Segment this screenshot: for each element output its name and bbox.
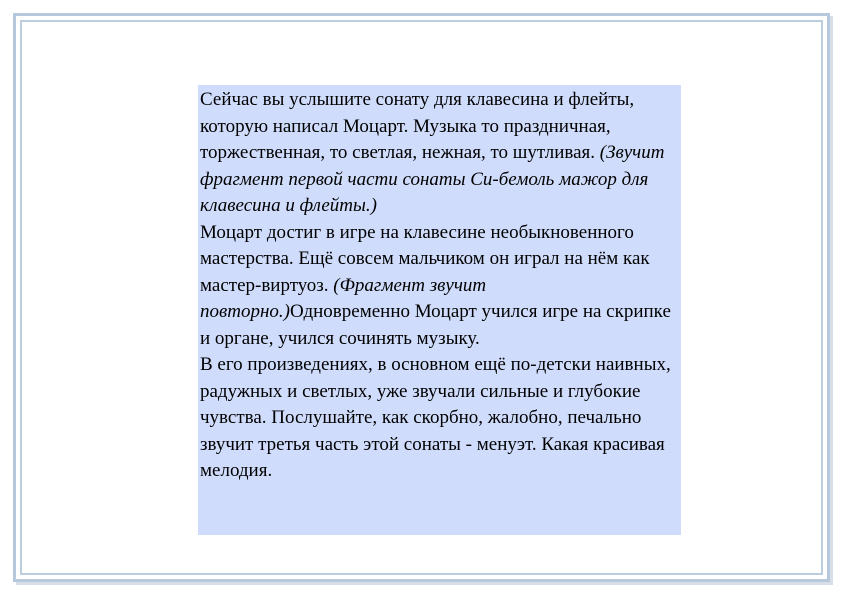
paragraph-2-text-a: Моцарт достиг в игре на клавесине необыкновенного мастерства. Ещё совсем мальчиком он играл на нём как мастер-виртуоз. [200, 221, 650, 296]
paragraph-2-italic: (Фрагмент звучит повторно.) [200, 274, 487, 322]
paragraph-1 [200, 87, 677, 220]
paragraph-2 [200, 220, 677, 353]
frame-shadow-right [830, 16, 833, 585]
paragraph-2-text-b: Одновременно Моцарт учился игре на скрипке и органе, учился сочинять музыку. [200, 301, 671, 349]
paragraph-1-text: Сейчас вы услышите сонату для клавесина и флейты, которую написал Моцарт. Музыка то праздничная, торжественная, то светлая, нежная, то шутливая. [200, 89, 635, 163]
paragraph-3-text: В его произведениях, в основном ещё по-детски наивных, радужных и светлых, уже звучали сильные и глубокие чувства. Послушайте, как скорбно, жалобно, печально звучит третья часть этой сонаты - менуэт. Какая красивая мелодия. [200, 354, 671, 481]
text-box[interactable] [198, 85, 681, 535]
frame-shadow-bottom [16, 582, 833, 585]
paragraph-3 [200, 352, 677, 485]
paragraph-1-italic: (Звучит фрагмент первой части сонаты Си-бемоль мажор для клавесина и флейты.) [200, 142, 665, 216]
